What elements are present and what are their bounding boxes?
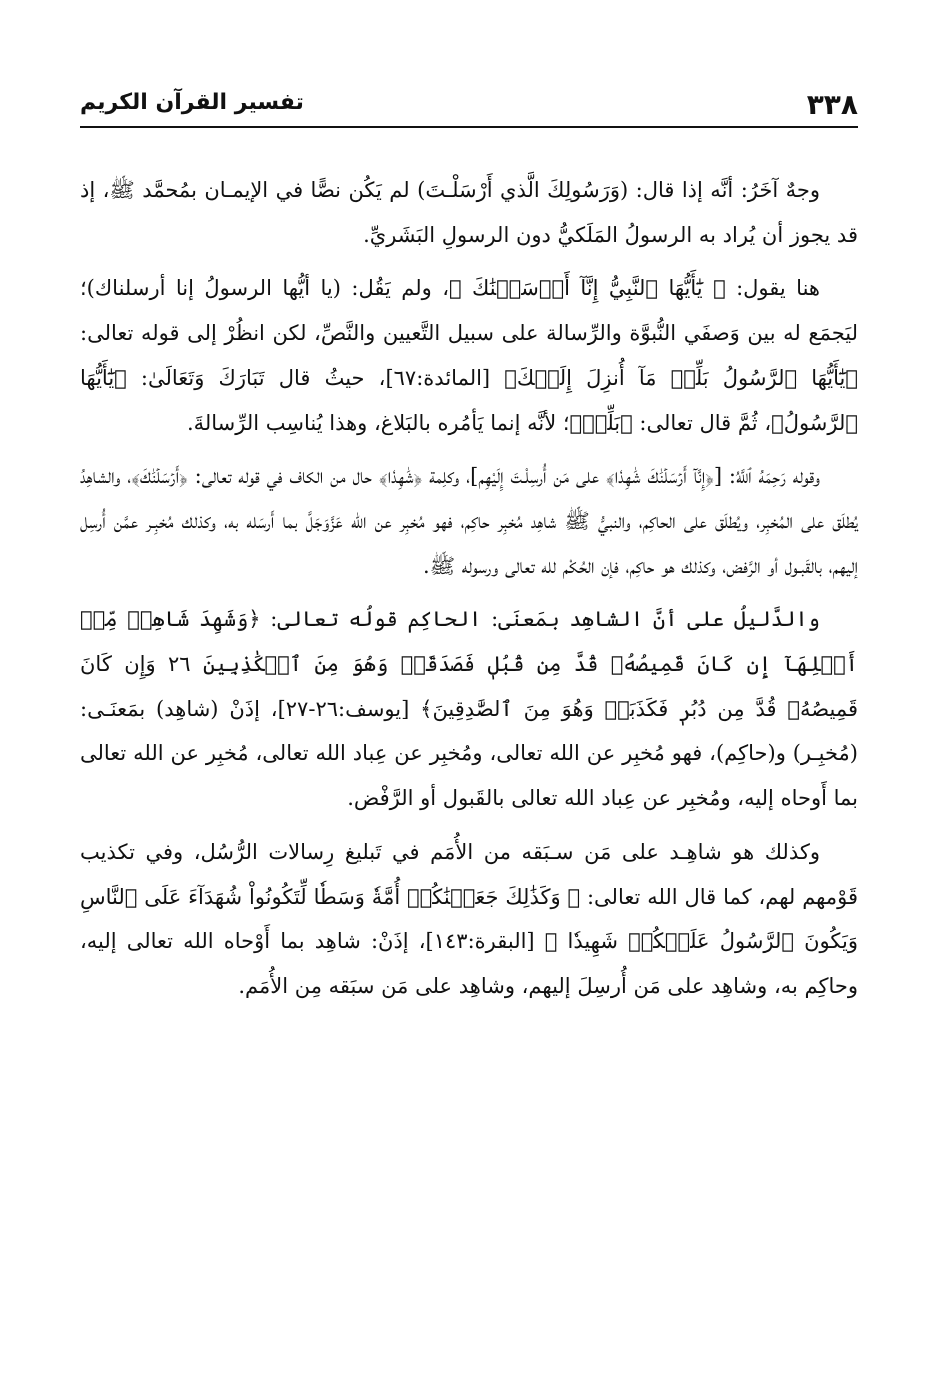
page-header <box>80 86 858 128</box>
running-title: تفسير القرآن الكريم <box>80 90 304 115</box>
paragraph: وكذلك هو شاهِـد على مَن سـبَقه من الأُمَم في تَبليغ رِسالات الرُّسُل، وفي تكذيب قَوْمهم لهم، كما قال الله تعالى: ﴿ وَكَذَٰلِكَ جَعَلۡنَٰكُمۡ أُمَّةٗ وَسَطٗا لِّتَكُونُواْ شُهَدَآءَ عَلَى ٱلنَّاسِ وَيَكُونَ ٱلرَّسُولُ عَلَيۡكُمۡ شَهِيدٗا ﴾ [البقرة:١٤٣]، إذَنْ: شاهِد بما أَوْحاه الله تعالى إليه، وحاكِم به، وشاهِد على مَن أُرسِلَ إليهم، وشاهِد على مَن سبَقه مِن الأُمَم. <box>80 839 858 998</box>
paragraph: وجهٌ آخَرُ: أنَّه إذا قال: (وَرَسُولِكَ الَّذي أَرْسَلْـتَ) لم يَكُن نصًّا في الإيمـان بمُحمَّد ﷺ، إذ قد يجوز أن يُراد به الرسولُ المَلَكيُّ دون الرسولِ البَشَريِّ. <box>80 178 858 247</box>
paragraph: والدَّليلُ على أنَّ الشاهِد بمَعنَى: الحاكِم قولُه تعالى: ﴿وَشَهِدَ شَاهِدٞ مِّنۡ أَهۡلِهَآ إِن كَانَ قَمِيصُهُۥ قُدَّ مِن قُبُلٖ فَصَدَقَتۡ وَهُوَ مِنَ ٱلۡكَٰذِبِينَ ٢٦ وَإِن كَانَ قَمِيصُهُۥ قُدَّ مِن دُبُرٖ فَكَذَبَتۡ وَهُوَ مِنَ ٱلصَّٰدِقِينَ﴾ [يوسف:٢٦-٢٧]، إذَنْ (شاهِد) بمَعنَـى: (مُخبِـر) و(حاكِم)، فهو مُخبِر عن الله تعالى، ومُخبِر عن عِباد الله تعالى، مُخبِر عن الله تعالى بما أَوحاه إليه، ومُخبِر عن عِباد الله تعالى بالقَبول أو الرَّفْض. <box>80 607 858 811</box>
paragraph: هنا يقول: ﴿ يَٰٓأَيُّهَا ٱلنَّبِيُّ إِنَّآ أَرۡسَلۡنَٰكَ ﴾، ولم يَقُل: (يا أيُّها الرسولُ إنا أرسلناك)؛ ليَجمَع له بين وَصفَي النُّبوَّة والرِّسالة على سبيل التَّعيين والنَّصِّ، لكن انظُرْ إلى قوله تعالى: ﴿يَٰٓأَيُّهَا ٱلرَّسُولُ بَلِّغۡ مَآ أُنزِلَ إِلَيۡكَ﴾ [المائدة:٦٧]، حيثُ قال تَبَارَكَ وَتَعَالَىٰ: ﴿يَٰٓأَيُّهَا ٱلرَّسُولُ﴾، ثُمَّ قال تعالى: ﴿بَلِّغۡ﴾؛ لأنَّه إنما يَأمُره بالبَلاغ، وهذا يُناسِب الرِّسالةَ. <box>80 276 858 435</box>
paragraph: وقوله رَحِمَهُ ٱللَّهُ: [﴿إِنَّآ أَرۡسَلۡنَٰكَ شَٰهِدٗا﴾ على مَن أُرسِلْـتَ إِلَيْهِم]، وكلِمة ﴿شَٰهِدٗا﴾ حال من الكاف في قوله تعالى: ﴿أَرۡسَلۡنَٰكَ﴾، والشاهِدُ يُطلَق على المُخبِر، ويُطلَق على الحاكِم، والنبيُّ ﷺ شاهِد مُخبِر حاكِم، فهو مُخبِر عن الله عَزَّوَجَلَّ بما أَرسَله به، وكذلك مُخبِـر عمَّن أُرسِل إليهم، بالقَبـول أو الرَّفض، وكذلك هو حاكِم، فإن الحُكْم لله تعالى ورسوله ﷺ. <box>80 464 858 578</box>
page-number: ٣٣٨ <box>806 88 858 121</box>
page-body <box>80 168 858 1018</box>
